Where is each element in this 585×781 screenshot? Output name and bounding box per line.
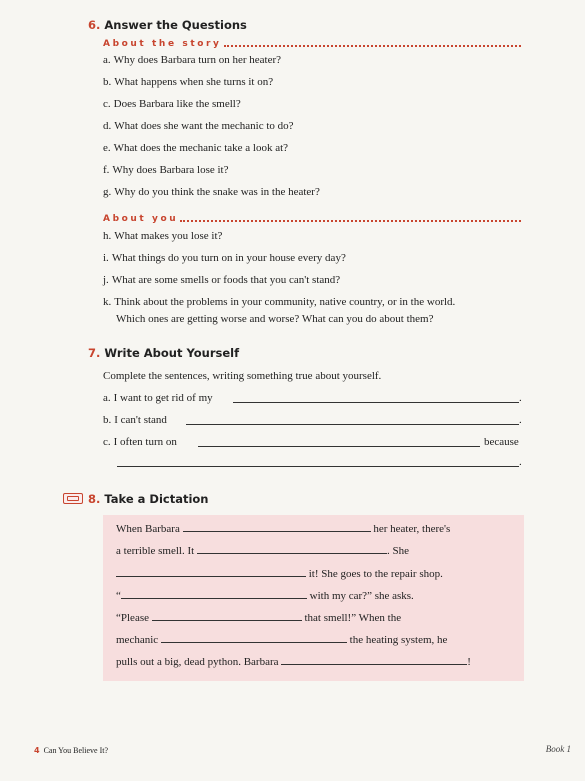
section-title: Answer the Questions — [104, 18, 247, 32]
subheading-about-story — [103, 37, 521, 49]
question-text: What happens when she turns it on? — [114, 76, 274, 88]
dictation-blank[interactable] — [152, 610, 302, 621]
dictation-text: When Barbara — [116, 523, 180, 535]
period-mark: . — [519, 456, 522, 468]
dictation-line — [116, 588, 496, 603]
answer-line[interactable] — [186, 424, 519, 425]
dictation-blank[interactable] — [161, 632, 347, 643]
dictation-blank[interactable] — [121, 588, 307, 599]
book-title: Can You Believe It? — [43, 746, 109, 755]
question — [103, 294, 523, 328]
question-text: What does she want the mechanic to do? — [114, 120, 294, 132]
section-number: 7. — [88, 346, 101, 360]
question — [103, 96, 523, 113]
period-mark: . — [519, 414, 522, 426]
dictation-text: pulls out a big, dead python. Barbara — [116, 656, 279, 668]
dictation-line — [116, 543, 496, 558]
dictation-text: a terrible smell. It — [116, 545, 195, 557]
subheading-label: About you — [103, 214, 179, 224]
dictation-text: with my car?” she asks. — [309, 590, 414, 602]
dictation-blank[interactable] — [116, 566, 306, 577]
footer-left — [34, 746, 108, 755]
dictation-blank[interactable] — [197, 543, 387, 554]
section-6-heading — [88, 18, 247, 32]
dictation-text: “Please — [116, 612, 149, 624]
dictation-text: “ — [116, 590, 121, 602]
question-letter: b. — [103, 76, 112, 88]
section-number: 8. — [88, 492, 101, 506]
question — [103, 250, 523, 267]
question-text: What are some smells or foods that you can't stand? — [111, 274, 341, 286]
subheading-label: About the story — [103, 39, 222, 49]
question-text: Why do you think the snake was in the heater? — [114, 186, 320, 198]
item-text: I often turn on — [113, 436, 177, 448]
page-number: 4 — [34, 746, 40, 755]
question-letter: j. — [103, 274, 109, 286]
audio-cd-icon[interactable] — [63, 493, 83, 504]
dictation-text: . She — [386, 545, 409, 557]
question — [103, 74, 523, 91]
dictation-line — [116, 566, 496, 581]
question-letter: k. — [103, 296, 112, 308]
question — [103, 272, 523, 289]
section-8-heading — [88, 492, 209, 506]
dictation-text: it! She goes to the repair shop. — [308, 568, 443, 580]
question-text-continued: Which ones are getting worse and worse? What can you do about them? — [116, 313, 434, 325]
answer-line[interactable] — [117, 466, 519, 467]
question-letter: i. — [103, 252, 109, 264]
answer-line[interactable] — [233, 402, 519, 403]
dictation-blank[interactable] — [281, 654, 467, 665]
subheading-about-you — [103, 212, 521, 224]
section-7-heading — [88, 346, 239, 360]
question-letter: a. — [103, 54, 111, 66]
question-text: Why does Barbara lose it? — [112, 164, 229, 176]
because-word: because — [484, 436, 519, 448]
item-text: I want to get rid of my — [113, 392, 213, 404]
question-text: What does the mechanic take a look at? — [113, 142, 289, 154]
section-title: Take a Dictation — [104, 492, 209, 506]
dictation-text: ! — [467, 656, 471, 668]
sentence-item — [103, 434, 523, 451]
item-text: I can't stand — [114, 414, 167, 426]
question — [103, 228, 523, 245]
question — [103, 184, 523, 201]
question-text: Does Barbara like the smell? — [113, 98, 241, 110]
question-letter: h. — [103, 230, 112, 242]
dictation-line — [116, 632, 496, 647]
item-letter: a. — [103, 392, 111, 404]
question-letter: c. — [103, 98, 111, 110]
dictation-text: her heater, there's — [373, 523, 451, 535]
book-label: Book 1 — [545, 744, 571, 754]
dictation-text: mechanic — [116, 634, 159, 646]
dotted-rule — [180, 220, 521, 222]
question-text: Think about the problems in your community, native country, or in the world. — [114, 296, 456, 308]
question-text: What things do you turn on in your house every day? — [111, 252, 346, 264]
dictation-text: the heating system, he — [349, 634, 448, 646]
question — [103, 140, 523, 157]
dictation-text: that smell!” When the — [304, 612, 402, 624]
answer-line[interactable] — [198, 446, 480, 447]
question — [103, 162, 523, 179]
dictation-line — [116, 521, 496, 536]
item-letter: c. — [103, 436, 111, 448]
question-text: What makes you lose it? — [114, 230, 223, 242]
question-letter: f. — [103, 164, 110, 176]
question-letter: g. — [103, 186, 112, 198]
dotted-rule — [224, 45, 521, 47]
section-number: 6. — [88, 18, 101, 32]
section-title: Write About Yourself — [104, 346, 240, 360]
item-letter: b. — [103, 414, 112, 426]
instruction: Complete the sentences, writing something true about yourself. — [103, 370, 382, 382]
period-mark: . — [519, 392, 522, 404]
question-letter: e. — [103, 142, 111, 154]
question — [103, 118, 523, 135]
dictation-blank[interactable] — [183, 521, 371, 532]
dictation-line — [116, 654, 496, 669]
question-letter: d. — [103, 120, 112, 132]
sentence-item — [103, 390, 523, 407]
dictation-line — [116, 610, 496, 625]
question — [103, 52, 523, 69]
sentence-item — [103, 412, 523, 429]
question-text: Why does Barbara turn on her heater? — [113, 54, 282, 66]
